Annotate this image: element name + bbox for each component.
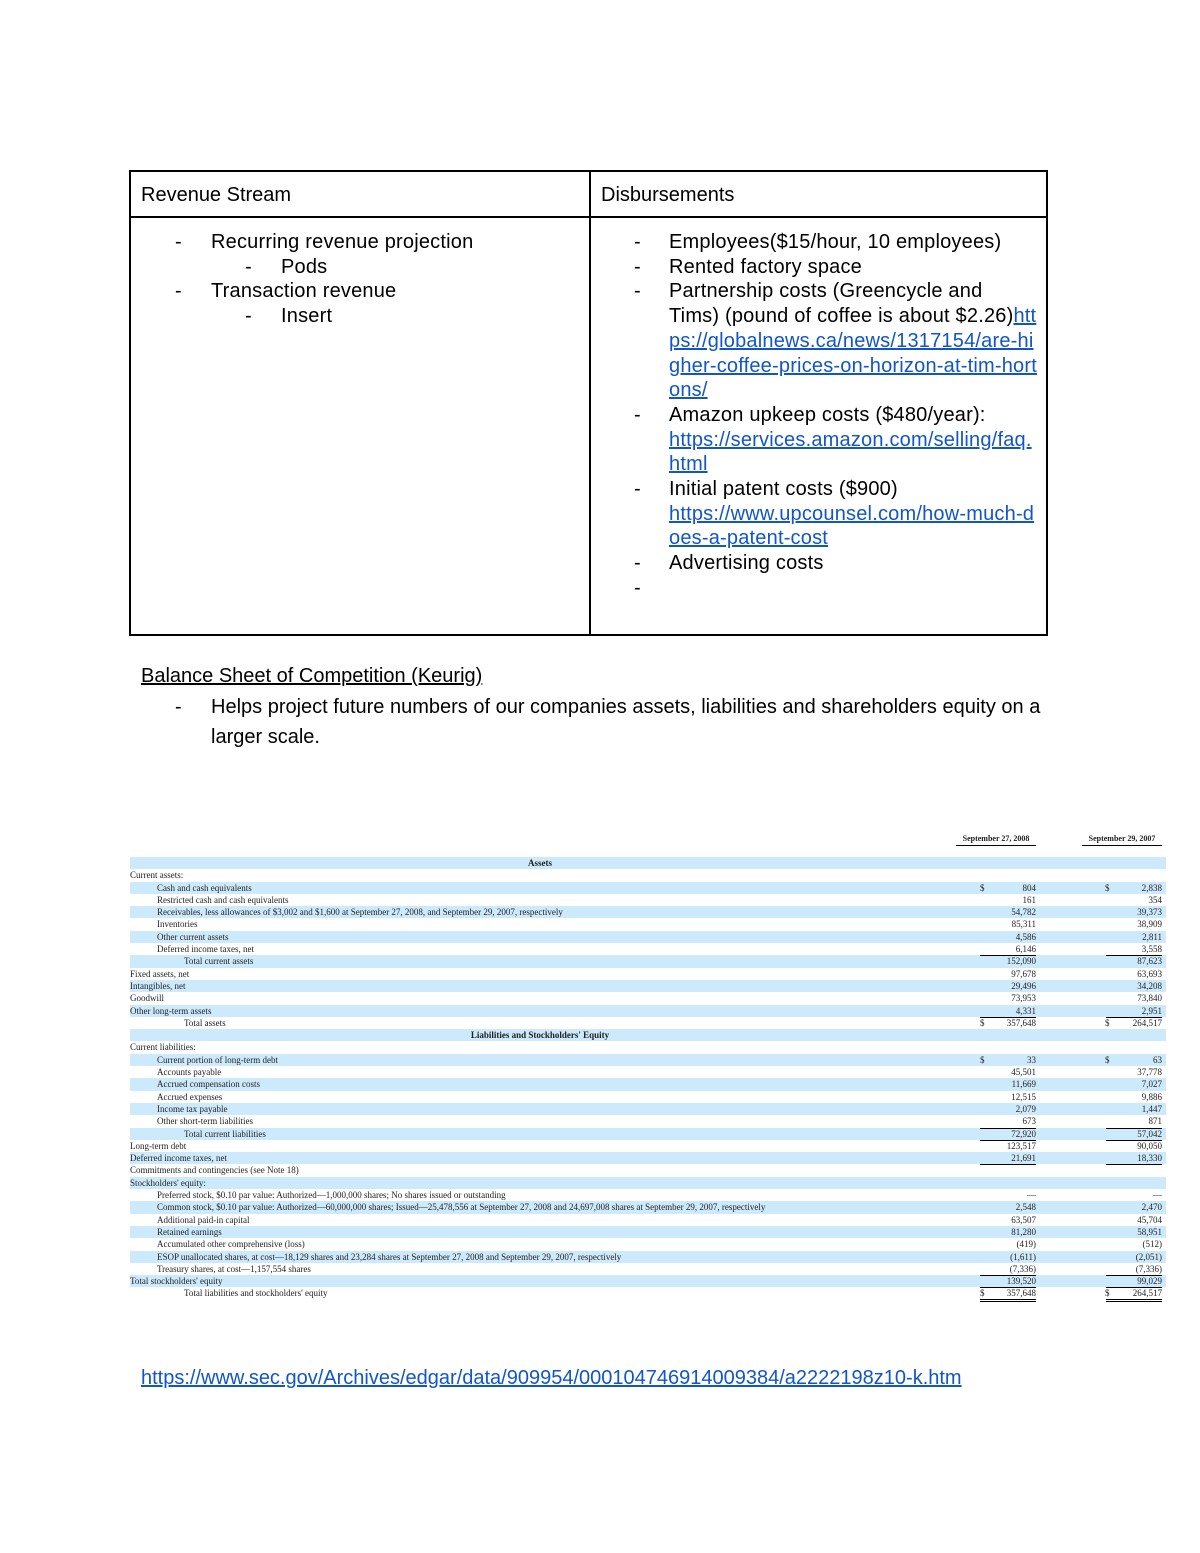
dollar-sign: $ bbox=[980, 1288, 985, 1299]
table-row bbox=[130, 1201, 1166, 1213]
value-2007: (512) bbox=[1142, 1239, 1162, 1250]
table-row bbox=[130, 1103, 1166, 1115]
row-label: Total current liabilities bbox=[184, 1128, 266, 1139]
bullet-dash: - bbox=[175, 696, 182, 718]
table-row bbox=[130, 992, 1166, 1004]
table-row bbox=[130, 1017, 1166, 1029]
value-2008: 357,648 bbox=[980, 1017, 1036, 1032]
column-header-2007: September 29, 2007 bbox=[1082, 835, 1162, 846]
table-row bbox=[130, 1189, 1166, 1201]
row-label: Additional paid-in capital bbox=[157, 1214, 250, 1225]
row-label: ESOP unallocated shares, at cost—18,129 shares and 23,284 shares at September 27, 2008 and September 29, 2007, respectively bbox=[157, 1251, 622, 1262]
value-2007: 264,517 bbox=[1106, 1287, 1162, 1302]
table-row bbox=[130, 1164, 1166, 1176]
bullet-dash: - bbox=[634, 403, 641, 426]
disbursement-list-item bbox=[591, 255, 1037, 280]
revenue-list-item bbox=[131, 304, 589, 329]
table-row bbox=[130, 1177, 1166, 1189]
row-label: Current portion of long-term debt bbox=[157, 1054, 278, 1065]
table-row bbox=[130, 1226, 1166, 1238]
row-label: Deferred income taxes, net bbox=[157, 944, 254, 955]
value-2007: (2,051) bbox=[1135, 1251, 1162, 1262]
value-2007: 3,558 bbox=[1141, 944, 1162, 955]
table-row bbox=[130, 1140, 1166, 1152]
row-label: Treasury shares, at cost—1,157,554 shares bbox=[157, 1263, 311, 1274]
value-2007: 7,027 bbox=[1141, 1079, 1162, 1090]
dollar-sign: $ bbox=[980, 882, 985, 893]
row-label: Stockholders' equity: bbox=[130, 1177, 206, 1188]
value-2007: 264,517 bbox=[1106, 1017, 1162, 1032]
reference-link[interactable]: https://services.amazon.com/selling/faq.html bbox=[669, 428, 1032, 476]
list-item-text: Transaction revenue bbox=[211, 280, 397, 303]
value-2007: 63,693 bbox=[1137, 968, 1162, 979]
dollar-sign: $ bbox=[1105, 1054, 1110, 1065]
revenue-disbursements-table bbox=[129, 170, 1048, 636]
row-label: Accumulated other comprehensive (loss) bbox=[157, 1239, 305, 1250]
value-2008: 123,517 bbox=[980, 1140, 1036, 1152]
section-header-row bbox=[130, 1029, 1166, 1041]
balance-sheet-image bbox=[130, 835, 1166, 1300]
list-item-text: Advertising costs bbox=[669, 552, 824, 575]
revenue-list-item bbox=[131, 279, 589, 304]
list-item-text: Amazon upkeep costs ($480/year): bbox=[669, 403, 986, 426]
row-label: Current liabilities: bbox=[130, 1042, 196, 1053]
value-2007: 871 bbox=[1148, 1116, 1162, 1127]
disbursement-list-item bbox=[591, 279, 1037, 403]
value-2008: 63,507 bbox=[1011, 1214, 1036, 1225]
row-label: Goodwill bbox=[130, 993, 165, 1004]
list-item-text: Partnership costs (Greencycle and Tims) (pound of coffee is about $2.26) bbox=[669, 280, 1014, 328]
disbursement-list-item bbox=[591, 551, 1037, 576]
list-item-text: Initial patent costs ($900) bbox=[669, 478, 898, 501]
bullet-dash: - bbox=[634, 280, 641, 303]
value-2008: 152,090 bbox=[980, 955, 1036, 967]
value-2007: 9,886 bbox=[1141, 1091, 1162, 1102]
bullet-dash: - bbox=[175, 280, 182, 303]
value-2007: 38,909 bbox=[1137, 919, 1162, 930]
disbursements-list bbox=[591, 230, 1037, 601]
table-row bbox=[130, 1091, 1166, 1103]
row-label: Total assets bbox=[184, 1017, 226, 1028]
revenue-list-item bbox=[131, 255, 589, 280]
bullet-dash: - bbox=[634, 478, 641, 501]
value-2007: (7,336) bbox=[1135, 1263, 1162, 1274]
table-row bbox=[130, 1054, 1166, 1066]
dollar-sign: $ bbox=[1105, 1288, 1110, 1299]
bullet-dash: - bbox=[634, 552, 641, 575]
value-2008: 45,501 bbox=[1011, 1067, 1036, 1078]
list-item-text: Recurring revenue projection bbox=[211, 231, 474, 253]
disbursement-list-item bbox=[591, 477, 1037, 551]
value-2007: — bbox=[1153, 1190, 1162, 1201]
value-2007: 37,778 bbox=[1137, 1067, 1162, 1078]
value-2007: 45,704 bbox=[1137, 1214, 1162, 1225]
table-row bbox=[130, 980, 1166, 992]
value-2008: 29,496 bbox=[1011, 980, 1036, 991]
value-2007: 99,029 bbox=[1106, 1275, 1162, 1287]
row-label: Income tax payable bbox=[157, 1103, 228, 1114]
value-2008: 673 bbox=[1022, 1116, 1036, 1127]
table-row bbox=[130, 1078, 1166, 1090]
dollar-sign: $ bbox=[1105, 882, 1110, 893]
dollar-sign: $ bbox=[980, 1017, 985, 1028]
value-2007: 39,373 bbox=[1137, 907, 1162, 918]
disbursements-header: Disbursements bbox=[591, 172, 1046, 218]
bullet-dash: - bbox=[634, 255, 641, 278]
table-row bbox=[130, 968, 1166, 980]
table-row bbox=[130, 955, 1166, 967]
value-2008: 54,782 bbox=[1011, 907, 1036, 918]
table-row bbox=[130, 1152, 1166, 1164]
table-row bbox=[130, 1115, 1166, 1127]
section-header-row bbox=[130, 857, 1166, 869]
table-row bbox=[130, 1128, 1166, 1140]
balance-sheet-column-headers bbox=[130, 835, 1166, 857]
row-label: Accrued expenses bbox=[157, 1091, 223, 1102]
value-2008: (419) bbox=[1016, 1239, 1036, 1250]
row-label: Intangibles, net bbox=[130, 980, 186, 991]
value-2008: 161 bbox=[1022, 894, 1036, 905]
row-label: Accrued compensation costs bbox=[157, 1079, 260, 1090]
value-2008 bbox=[980, 1164, 1036, 1165]
table-row bbox=[130, 869, 1166, 881]
row-label: Preferred stock, $0.10 par value: Authorized—1,000,000 shares; No shares issued or outstanding bbox=[157, 1190, 506, 1201]
table-row bbox=[130, 931, 1166, 943]
value-2007: 87,623 bbox=[1106, 955, 1162, 967]
value-2008: 33 bbox=[1027, 1054, 1036, 1065]
table-row bbox=[130, 1005, 1166, 1017]
revenue-list-item bbox=[131, 230, 589, 255]
row-label: Total liabilities and stockholders' equity bbox=[184, 1288, 328, 1299]
value-2007: 57,042 bbox=[1106, 1128, 1162, 1140]
value-2007: 18,330 bbox=[1137, 1153, 1162, 1164]
value-2007: 2,811 bbox=[1142, 931, 1162, 942]
table-row bbox=[130, 1238, 1166, 1250]
bullet-dash: - bbox=[634, 231, 641, 253]
bullet-dash: - bbox=[245, 305, 252, 328]
list-item-text: Insert bbox=[281, 305, 333, 328]
value-2008: — bbox=[1027, 1190, 1036, 1201]
value-2007: 2,838 bbox=[1141, 882, 1162, 893]
row-label: Other long-term assets bbox=[130, 1005, 212, 1016]
value-2007: 73,840 bbox=[1137, 993, 1162, 1004]
dollar-sign: $ bbox=[1105, 1017, 1110, 1028]
row-label: Restricted cash and cash equivalents bbox=[157, 894, 289, 905]
value-2007: 90,050 bbox=[1106, 1140, 1162, 1152]
table-row bbox=[130, 894, 1166, 906]
bullet-dash: - bbox=[634, 576, 641, 599]
balance-sheet-bullet bbox=[175, 692, 1081, 752]
value-2007 bbox=[1106, 1164, 1162, 1165]
row-label: Other short-term liabilities bbox=[157, 1116, 253, 1127]
table-row bbox=[130, 918, 1166, 930]
row-label: Inventories bbox=[157, 919, 198, 930]
value-2008: 81,280 bbox=[1011, 1226, 1036, 1237]
value-2008: 85,311 bbox=[1011, 919, 1036, 930]
value-2007: 2,470 bbox=[1141, 1202, 1162, 1213]
row-label: Accounts payable bbox=[157, 1067, 222, 1078]
revenue-stream-header: Revenue Stream bbox=[131, 172, 589, 218]
table-row bbox=[130, 882, 1166, 894]
table-row bbox=[130, 1066, 1166, 1078]
reference-link[interactable]: https://www.upcounsel.com/how-much-does-a-patent-cost bbox=[669, 502, 1035, 550]
value-2007: 1,447 bbox=[1141, 1103, 1162, 1114]
bullet-dash: - bbox=[175, 231, 182, 253]
table-row bbox=[130, 1214, 1166, 1226]
value-2007: 58,951 bbox=[1137, 1226, 1162, 1237]
sec-filing-link[interactable]: https://www.sec.gov/Archives/edgar/data/909954/000104746914009384/a2222198z10-k.htm bbox=[141, 1367, 962, 1389]
revenue-stream-list bbox=[131, 230, 589, 329]
table-row bbox=[130, 943, 1166, 955]
row-label: Common stock, $0.10 par value: Authorized—60,000,000 shares; Issued—25,478,556 at September 27, 2008 and 24,697,008 shares at September 29, 2007, respectively bbox=[157, 1202, 766, 1213]
reference-link[interactable]: https://globalnews.ca/news/1317154/are-higher-coffee-prices-on-horizon-at-tim-hortons/ bbox=[669, 305, 1037, 402]
table-row bbox=[130, 1251, 1166, 1263]
value-2008: 2,079 bbox=[1015, 1103, 1036, 1114]
value-2008: 6,146 bbox=[1015, 944, 1036, 955]
balance-sheet-heading: Balance Sheet of Competition (Keurig) bbox=[141, 665, 483, 687]
table-row bbox=[130, 906, 1166, 918]
row-label: Fixed assets, net bbox=[130, 968, 190, 979]
disbursement-list-item bbox=[591, 403, 1037, 477]
list-item-text: Rented factory space bbox=[669, 255, 862, 278]
value-2007: 354 bbox=[1148, 894, 1162, 905]
row-label: Current assets: bbox=[130, 870, 184, 881]
disbursement-list-item bbox=[591, 230, 1037, 255]
value-2008: 97,678 bbox=[1011, 968, 1036, 979]
value-2007: 63 bbox=[1153, 1054, 1162, 1065]
dollar-sign: $ bbox=[980, 1054, 985, 1065]
row-label: Long-term debt bbox=[130, 1140, 187, 1151]
value-2008: 804 bbox=[1022, 882, 1036, 893]
row-label: Retained earnings bbox=[157, 1226, 222, 1237]
row-label: Deferred income taxes, net bbox=[130, 1153, 227, 1164]
row-label: Other current assets bbox=[157, 931, 229, 942]
list-item-text: Pods bbox=[281, 255, 328, 278]
column-header-2008: September 27, 2008 bbox=[956, 835, 1036, 846]
bullet-dash: - bbox=[245, 255, 252, 278]
table-row bbox=[130, 1263, 1166, 1275]
table-row bbox=[130, 1041, 1166, 1053]
value-2008: 11,669 bbox=[1011, 1079, 1036, 1090]
value-2008: 21,691 bbox=[1011, 1153, 1036, 1164]
list-item-text: Employees($15/hour, 10 employees) bbox=[669, 231, 1002, 253]
value-2008: 139,520 bbox=[980, 1275, 1036, 1287]
value-2008: 4,586 bbox=[1015, 931, 1036, 942]
row-label: Commitments and contingencies (see Note 18) bbox=[130, 1165, 299, 1176]
value-2008: 12,515 bbox=[1011, 1091, 1036, 1102]
value-2008: 4,331 bbox=[1015, 1005, 1036, 1016]
table-row bbox=[130, 1287, 1166, 1299]
section-header: Liabilities and Stockholders' Equity bbox=[470, 1030, 610, 1041]
section-header: Assets bbox=[528, 858, 552, 868]
value-2008: 357,648 bbox=[980, 1287, 1036, 1302]
value-2008: (7,336) bbox=[1009, 1263, 1036, 1274]
disbursement-list-item bbox=[591, 576, 1037, 601]
value-2008: 72,920 bbox=[980, 1128, 1036, 1140]
row-label: Receivables, less allowances of $3,002 and $1,600 at September 27, 2008, and September 29, 2007, respectively bbox=[157, 907, 563, 918]
value-2008: (1,611) bbox=[1010, 1251, 1036, 1262]
table-row bbox=[130, 1275, 1166, 1287]
row-label: Total stockholders' equity bbox=[130, 1276, 223, 1287]
row-label: Cash and cash equivalents bbox=[157, 882, 252, 893]
row-label: Total current assets bbox=[184, 956, 254, 967]
bullet-text: Helps project future numbers of our companies assets, liabilities and shareholders equity on a larger scale. bbox=[211, 696, 1041, 748]
value-2007: 34,208 bbox=[1137, 980, 1162, 991]
value-2008: 2,548 bbox=[1015, 1202, 1036, 1213]
value-2008: 73,953 bbox=[1011, 993, 1036, 1004]
value-2007: 2,951 bbox=[1141, 1005, 1162, 1016]
